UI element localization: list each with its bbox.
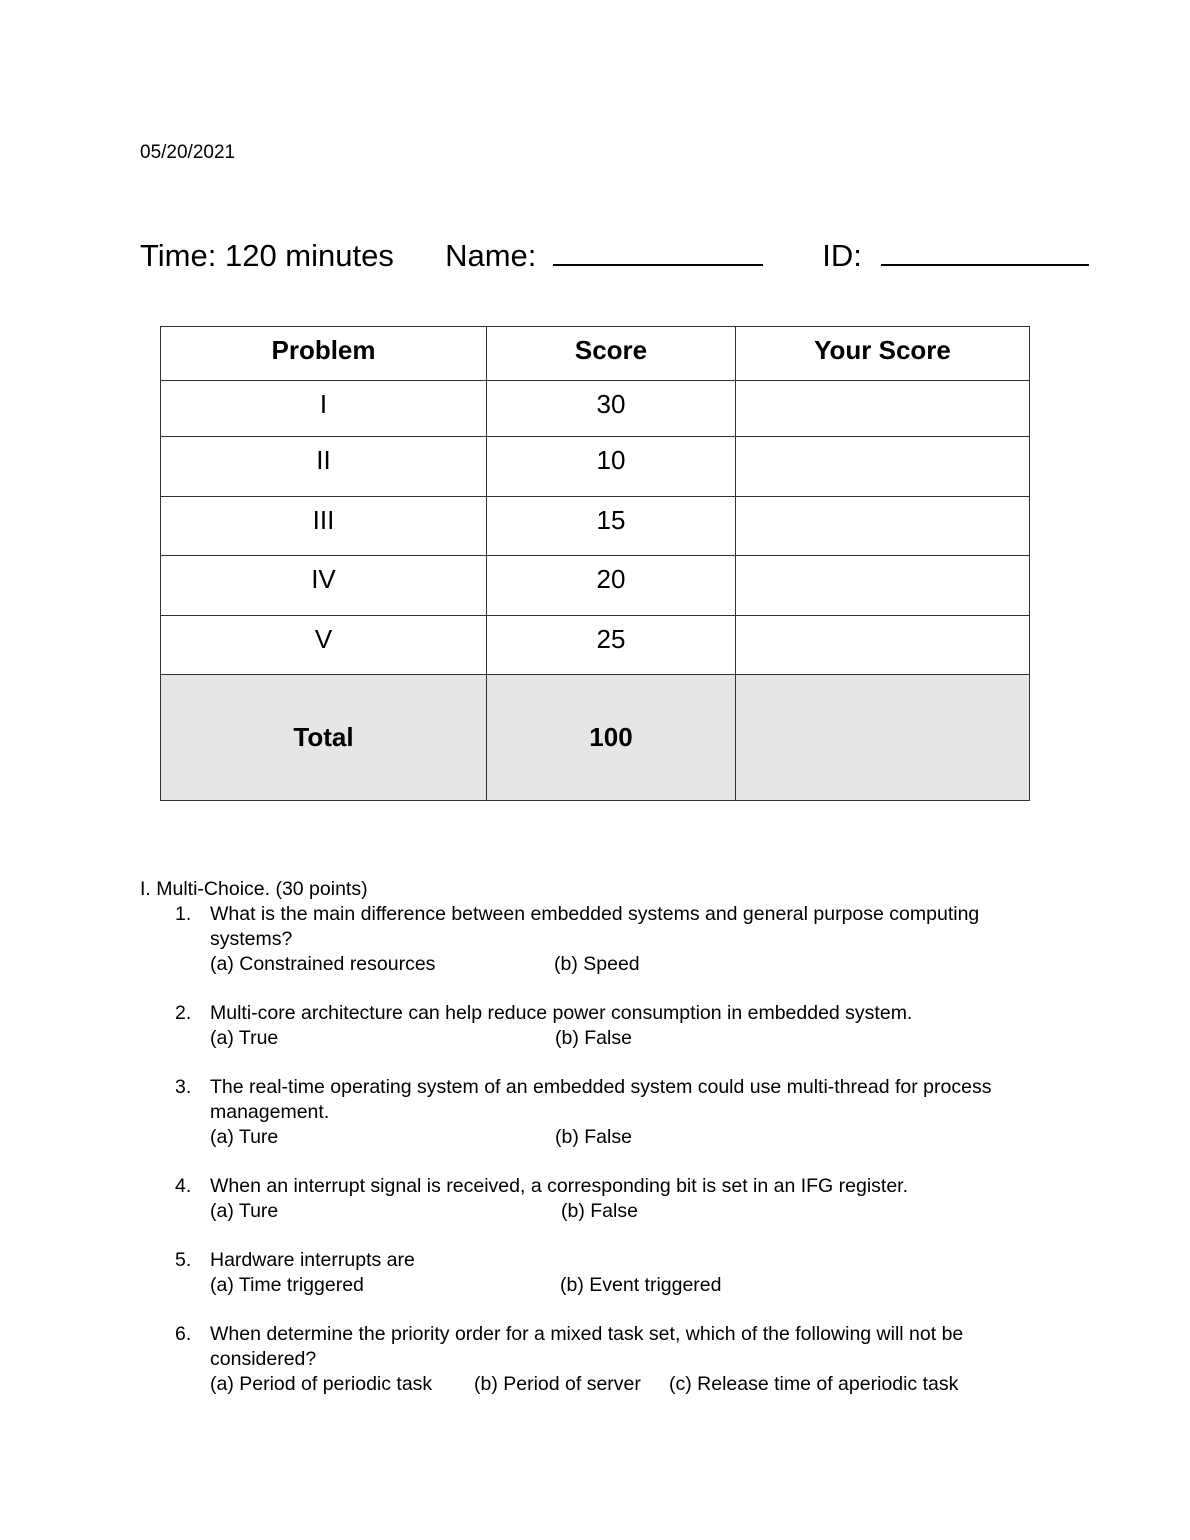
- question-options: [210, 1026, 1060, 1051]
- question: [140, 1322, 1060, 1397]
- question-text: When an interrupt signal is received, a corresponding bit is set in an IFG register.: [210, 1175, 909, 1197]
- total-your-score[interactable]: [736, 675, 1030, 801]
- question-text: Hardware interrupts are: [210, 1249, 415, 1271]
- table-row: [161, 556, 1030, 616]
- question-options: [210, 1125, 1060, 1150]
- table-row: [161, 437, 1030, 497]
- option[interactable]: (c) Release time of aperiodic task: [669, 1373, 959, 1395]
- problem-cell: III: [161, 497, 487, 556]
- score-table-header: [161, 327, 1030, 381]
- header-problem: Problem: [161, 327, 487, 381]
- question-options: [210, 1372, 1060, 1397]
- multi-choice-section: [140, 877, 1060, 1421]
- option[interactable]: (a) Constrained resources: [210, 953, 436, 975]
- question-options: [210, 952, 1060, 977]
- exam-header: [140, 238, 1089, 274]
- header-your-score: Your Score: [736, 327, 1030, 381]
- option[interactable]: (a) True: [210, 1027, 279, 1049]
- option[interactable]: (b) False: [555, 1027, 632, 1049]
- option[interactable]: (b) False: [561, 1200, 638, 1222]
- section-title: I. Multi-Choice. (30 points): [140, 878, 368, 900]
- name-blank[interactable]: [553, 238, 763, 266]
- exam-date: 05/20/2021: [140, 142, 236, 163]
- your-score-cell[interactable]: [736, 437, 1030, 497]
- option[interactable]: (b) False: [555, 1126, 632, 1148]
- problem-cell: II: [161, 437, 487, 497]
- question-number: 3.: [175, 1076, 192, 1098]
- total-label: Total: [161, 675, 487, 801]
- question-text: The real-time operating system of an embedded system could use multi-thread for process management.: [210, 1076, 992, 1123]
- option[interactable]: (a) Ture: [210, 1200, 279, 1222]
- option[interactable]: (a) Time triggered: [210, 1274, 364, 1296]
- your-score-cell[interactable]: [736, 381, 1030, 437]
- option[interactable]: (a) Period of periodic task: [210, 1373, 433, 1395]
- question-number: 6.: [175, 1323, 192, 1345]
- question: [140, 1075, 1060, 1150]
- question: [140, 902, 1060, 977]
- score-table: [160, 326, 1030, 801]
- option[interactable]: (a) Ture: [210, 1126, 279, 1148]
- time-label: Time: 120 minutes: [140, 238, 394, 273]
- score-cell: 25: [487, 616, 736, 675]
- name-label: Name:: [445, 238, 537, 273]
- table-row: [161, 381, 1030, 437]
- question-number: 5.: [175, 1249, 192, 1271]
- table-row: [161, 616, 1030, 675]
- score-cell: 20: [487, 556, 736, 616]
- total-score: 100: [487, 675, 736, 801]
- total-row: [161, 675, 1030, 801]
- problem-cell: IV: [161, 556, 487, 616]
- option[interactable]: (b) Event triggered: [560, 1274, 722, 1296]
- question-text: What is the main difference between embedded systems and general purpose computing systems?: [210, 903, 980, 950]
- question-number: 2.: [175, 1002, 192, 1024]
- score-cell: 15: [487, 497, 736, 556]
- question-text: When determine the priority order for a mixed task set, which of the following will not be considered?: [210, 1323, 964, 1370]
- question-options: [210, 1199, 1060, 1224]
- question-text: Multi-core architecture can help reduce power consumption in embedded system.: [210, 1002, 913, 1024]
- table-row: [161, 497, 1030, 556]
- problem-cell: I: [161, 381, 487, 437]
- question-options: [210, 1273, 1060, 1298]
- your-score-cell[interactable]: [736, 616, 1030, 675]
- your-score-cell[interactable]: [736, 497, 1030, 556]
- score-cell: 10: [487, 437, 736, 497]
- question-number: 4.: [175, 1175, 192, 1197]
- header-score: Score: [487, 327, 736, 381]
- question-number: 1.: [175, 903, 192, 925]
- your-score-cell[interactable]: [736, 556, 1030, 616]
- question: [140, 1001, 1060, 1051]
- option[interactable]: (b) Speed: [554, 953, 640, 975]
- id-blank[interactable]: [881, 238, 1089, 266]
- option[interactable]: (b) Period of server: [474, 1373, 641, 1395]
- score-cell: 30: [487, 381, 736, 437]
- question: [140, 1174, 1060, 1224]
- id-label: ID:: [822, 238, 862, 273]
- question: [140, 1248, 1060, 1298]
- problem-cell: V: [161, 616, 487, 675]
